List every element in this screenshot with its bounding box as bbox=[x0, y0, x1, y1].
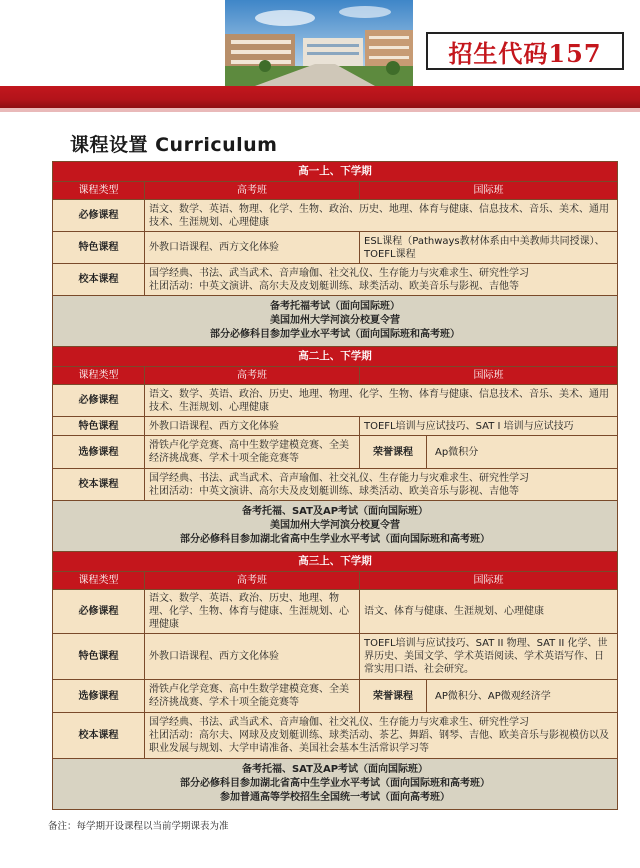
table-row: 特色课程 外教口语课程、西方文化体验 TOEFL培训与应试技巧、SAT II 物理、SAT II 化学、世界历史、美国文学、学术英语阅读、学术英语写作、日常实用口语、社会研究。 bbox=[53, 634, 618, 680]
table-row: 特色课程 外教口语课程、西方文化体验 ESL课程（Pathways教材体系由中美教师共同授课）、TOEFL课程 bbox=[53, 232, 618, 264]
campus-photo bbox=[225, 0, 413, 86]
column-header-row: 课程类型 高考班 国际班 bbox=[53, 182, 618, 200]
admission-code-box bbox=[426, 32, 624, 70]
table-row: 必修课程 语文、数学、英语、政治、历史、地理、物理、化学、生物、体育与健康、信息技术、音乐、美术、通用技术、生涯规划、心理健康 bbox=[53, 385, 618, 417]
table-row: 必修课程 语文、数学、英语、政治、历史、地理、物理、化学、生物、体育与健康、生涯规划、心理健康 语文、体育与健康、生涯规划、心理健康 bbox=[53, 590, 618, 634]
table-row: 必修课程 语文、数学、英语、物理、化学、生物、政治、历史、地理、体育与健康、信息技术、音乐、美术、通用技术、生涯规划、心理健康 bbox=[53, 200, 618, 232]
column-header-row: 课程类型 高考班 国际班 bbox=[53, 572, 618, 590]
table-row: 校本课程 国学经典、书法、武当武术、音声瑜伽、社交礼仪、生存能力与灾难求生、研究性学习 社团活动：高尔夫、网球及皮划艇训练、球类活动、茶艺、舞蹈、钢琴、吉他、欧美音乐与影视模仿以及职业发展与规划、大学申请准备、美国社会基本生活常识学习等 bbox=[53, 713, 618, 759]
table-row: 备考托福、SAT及AP考试（面向国际班） 美国加州大学河滨分校夏令营 部分必修科目参加湖北省高中生学业水平考试（面向国际班和高考班） bbox=[53, 501, 618, 552]
semester-row: 高一上、下学期 bbox=[53, 162, 618, 182]
table-row: 特色课程 外教口语课程、西方文化体验 TOEFL培训与应试技巧、SAT I 培训与应试技巧 bbox=[53, 417, 618, 436]
table-row: 选修课程 滑铁卢化学竞赛、高中生数学建模竞赛、全美经济挑战赛、学术十项全能竞赛等 荣誉课程 Ap微积分 bbox=[53, 436, 618, 469]
section-title: 课程设置 Curriculum bbox=[70, 134, 278, 156]
table-row: 校本课程 国学经典、书法、武当武术、音声瑜伽、社交礼仪、生存能力与灾难求生、研究性学习 社团活动：中英文演讲、高尔夫及皮划艇训练、球类活动、欧美音乐与影视、吉他等 bbox=[53, 264, 618, 296]
table-row: 备考托福、SAT及AP考试（面向国际班） 部分必修科目参加湖北省高中生学业水平考试（面向国际班和高考班） 参加普通高等学校招生全国统一考试（面向高考班） bbox=[53, 759, 618, 810]
table-row: 校本课程 国学经典、书法、武当武术、音声瑜伽、社交礼仪、生存能力与灾难求生、研究性学习 社团活动：中英文演讲、高尔夫及皮划艇训练、球类活动、欧美音乐与影视、吉他等 bbox=[53, 469, 618, 501]
table-row: 备考托福考试（面向国际班） 美国加州大学河滨分校夏令营 部分必修科目参加学业水平考试（面向国际班和高考班） bbox=[53, 296, 618, 347]
semester-row: 高三上、下学期 bbox=[53, 552, 618, 572]
footnote: 备注：每学期开设课程以当前学期课表为准 bbox=[48, 821, 229, 832]
semester-row: 高二上、下学期 bbox=[53, 347, 618, 367]
admission-code: 招生代码157 bbox=[448, 38, 602, 68]
table-row: 选修课程 滑铁卢化学竞赛、高中生数学建模竞赛、全美经济挑战赛、学术十项全能竞赛等 荣誉课程 AP微积分、AP微观经济学 bbox=[53, 680, 618, 713]
header-red-band bbox=[0, 86, 640, 108]
column-header-row: 课程类型 高考班 国际班 bbox=[53, 367, 618, 385]
curriculum-table bbox=[52, 161, 618, 810]
